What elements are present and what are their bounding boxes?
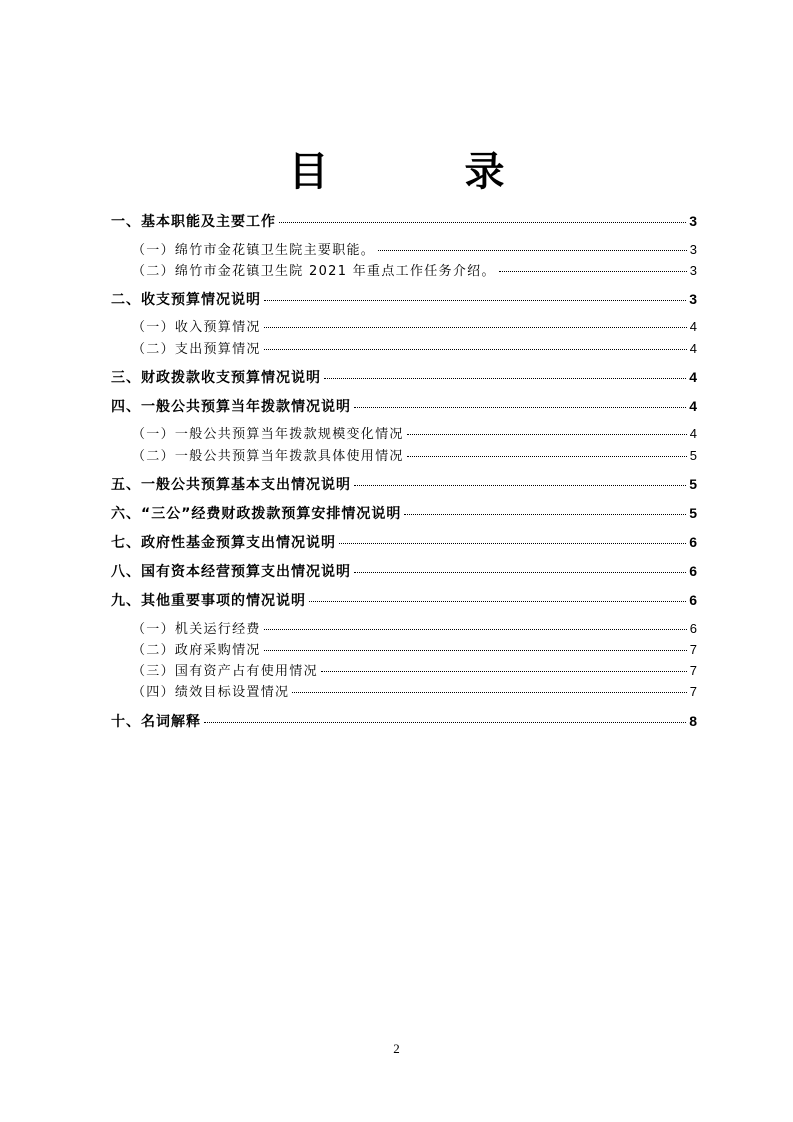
page-number: 2 [393,1041,400,1056]
toc-entry[interactable] [111,590,697,610]
toc-entry[interactable] [111,367,697,387]
toc-entry-page: 3 [689,263,697,278]
toc-entry-page: 5 [689,505,697,521]
dot-leader [354,572,686,573]
toc-entry[interactable] [132,424,697,444]
toc-entry-label: （二）政府采购情况 [132,643,261,658]
toc-entry-label: （二）支出预算情况 [132,342,261,357]
toc-entry-page: 7 [689,642,697,657]
toc-entry-label: 六、“三公”经费财政拨款预算安排情况说明 [111,506,402,522]
toc-entry-label: （二）一般公共预算当年拨款具体使用情况 [132,449,404,464]
dot-leader [264,327,687,328]
dot-leader [404,514,686,515]
dot-leader [279,222,686,223]
dot-leader [321,671,687,672]
toc-entry[interactable] [111,503,697,523]
dot-leader [264,650,687,651]
toc-entry-label: （一）收入预算情况 [132,320,261,335]
toc-entry-label: 七、政府性基金预算支出情况说明 [111,535,336,551]
toc-entry[interactable] [132,661,697,681]
toc-entry-page: 6 [689,563,697,579]
dot-leader [324,378,686,379]
toc-entry[interactable] [111,561,697,581]
toc-entry[interactable] [132,261,697,281]
dot-leader [378,250,687,251]
toc-entry-page: 3 [689,242,697,257]
toc-entry-page: 5 [689,448,697,463]
toc-entry-label: 九、其他重要事项的情况说明 [111,593,306,609]
toc-entry[interactable] [111,532,697,552]
dot-leader [407,456,687,457]
toc-entry-label: 八、国有资本经营预算支出情况说明 [111,564,351,580]
toc-entry[interactable] [132,446,697,466]
toc-entry-label: （四）绩效目标设置情况 [132,685,290,700]
toc-entry-page: 6 [689,621,697,636]
toc-entry-label: （一）绵竹市金花镇卫生院主要职能。 [132,243,376,258]
toc-entry[interactable] [111,289,697,309]
toc-entry-page: 4 [689,369,697,385]
toc-entry-label: 五、一般公共预算基本支出情况说明 [111,477,351,493]
dot-leader [264,349,687,350]
toc-entry-page: 4 [689,341,697,356]
toc-entry-label: 一、基本职能及主要工作 [111,214,276,230]
dot-leader [264,629,687,630]
toc-entry-page: 3 [689,291,697,307]
toc-entry[interactable] [132,619,697,639]
toc-entry[interactable] [111,474,697,494]
toc-entry-page: 5 [689,476,697,492]
toc-entry-label: 十、名词解释 [111,714,201,730]
toc-entry[interactable] [132,339,697,359]
toc-entry[interactable] [132,640,697,660]
toc-entry-page: 7 [689,684,697,699]
toc-entry-label: （一）一般公共预算当年拨款规模变化情况 [132,427,404,442]
dot-leader [339,543,686,544]
dot-leader [407,434,687,435]
toc-entry-page: 3 [689,213,697,229]
toc-entry-label: 三、财政拨款收支预算情况说明 [111,370,321,386]
toc-entry[interactable] [111,711,697,731]
toc-entry-label: （二）绵竹市金花镇卫生院 2021 年重点工作任务介绍。 [132,264,496,279]
toc-entry-label: 二、收支预算情况说明 [111,292,261,308]
toc-entry-page: 4 [689,426,697,441]
dot-leader [309,601,686,602]
toc-entry-page: 6 [689,592,697,608]
document-title: 目 录 [288,149,553,195]
toc-entry-page: 4 [689,398,697,414]
dot-leader [264,300,686,301]
toc-entry-label: 四、一般公共预算当年拨款情况说明 [111,399,351,415]
toc-entry-label: （一）机关运行经费 [132,622,261,637]
dot-leader [499,271,687,272]
toc-entry-label: （三）国有资产占有使用情况 [132,664,318,679]
dot-leader [354,485,686,486]
dot-leader [204,722,686,723]
toc-entry[interactable] [111,211,697,231]
toc-entry[interactable] [132,682,697,702]
dot-leader [354,407,686,408]
toc-entry[interactable] [132,240,697,260]
toc-entry-page: 7 [689,663,697,678]
toc-entry[interactable] [111,396,697,416]
toc-entry-page: 6 [689,534,697,550]
dot-leader [292,692,686,693]
toc-entry-page: 4 [689,319,697,334]
toc-entry-page: 8 [689,713,697,729]
toc-entry[interactable] [132,317,697,337]
